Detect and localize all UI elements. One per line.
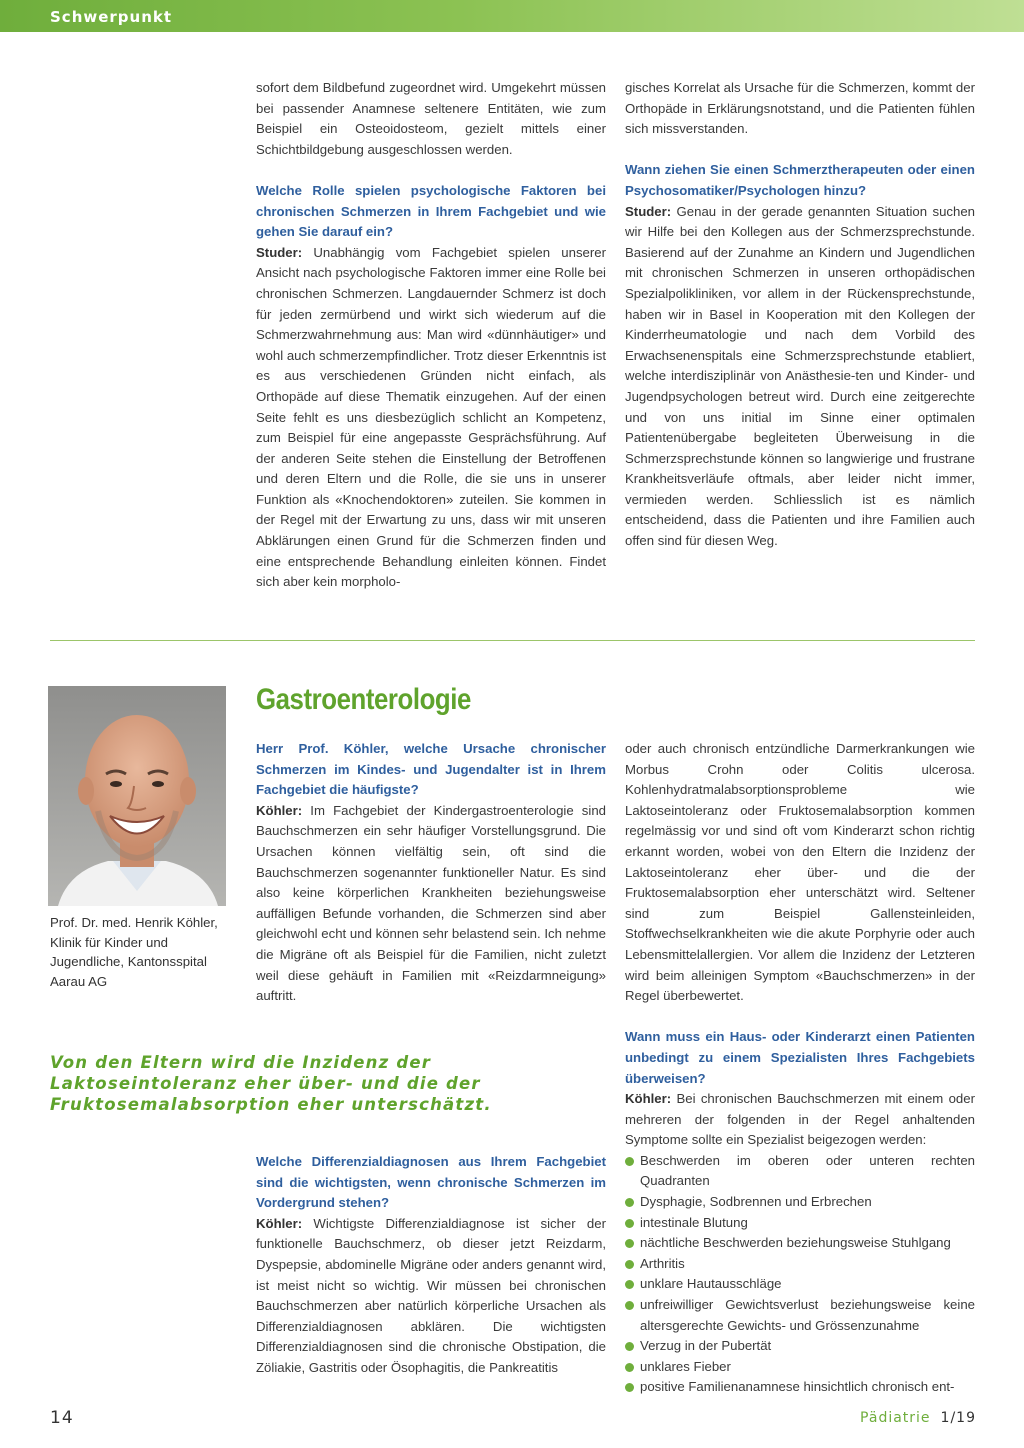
list-item: unklare Hautausschläge	[625, 1274, 975, 1295]
section-header-bar	[0, 0, 1024, 32]
interview-question: Wann muss ein Haus- oder Kinderarzt einen Patienten unbedingt zu einem Spezialisten Ihres Fachgebiets überweisen?	[625, 1029, 975, 1086]
interview-answer	[625, 202, 975, 552]
bullet-icon	[625, 1301, 634, 1310]
interview-question: Welche Differenzialdiagnosen aus Ihrem Fachgebiet sind die wichtigsten, wenn chronische Schmerzen im Vordergrund stehen?	[256, 1154, 606, 1211]
page-number: 14	[50, 1408, 74, 1428]
list-item: intestinale Blutung	[625, 1213, 975, 1234]
bullet-icon	[625, 1198, 634, 1207]
speaker-label: Studer:	[256, 244, 303, 260]
speaker-label: Studer:	[625, 203, 672, 219]
section-label: Schwerpunkt	[50, 8, 173, 26]
bullet-icon	[625, 1219, 634, 1228]
portrait-caption: Prof. Dr. med. Henrik Köhler, Klinik für Kinder und Jugendliche, Kantonsspital Aarau AG	[50, 915, 218, 989]
interview-answer	[256, 1214, 606, 1379]
speaker-label: Köhler:	[256, 1215, 303, 1231]
list-item: Beschwerden im oberen oder unteren rechten Quadranten	[625, 1151, 975, 1192]
bullet-icon	[625, 1239, 634, 1248]
interview-answer	[625, 1089, 975, 1151]
bullet-icon	[625, 1260, 634, 1269]
pull-quote: Von den Eltern wird die Inzidenz der Laktoseintoleranz eher über- und die der Fruktosemalabsorption eher unterschätzt.	[50, 1053, 492, 1114]
speaker-label: Köhler:	[625, 1091, 672, 1107]
bullet-icon	[625, 1342, 634, 1351]
interview-question: Herr Prof. Köhler, welche Ursache chronischer Schmerzen im Kindes- und Jugendalter ist in Ihrem Fachgebiet die häufigste?	[256, 741, 606, 798]
section-divider	[50, 640, 975, 641]
top-column-2	[625, 78, 975, 552]
gastro-column-2	[625, 739, 975, 1398]
bullet-icon	[625, 1157, 634, 1166]
answer-text: Wichtigste Differenzialdiagnose ist sicher der funktionelle Bauchschmerz, ob dieser jetzt Reizdarm, Dyspepsie, abdominelle Migräne oder anders genannt wird, ist meist nicht so wichtig. Wir müssen bei chronischen Bauchschmerzen aber natürlich körperliche Ursachen als Differenzialdiagnosen abklären. Die wichtigsten Differenzialdiagnosen sind die chronische Obstipation, die Zöliakie, Gastritis oder Ösophagitis, die Pankreatitis	[256, 1215, 606, 1375]
section-title: Gastroenterologie	[256, 683, 471, 716]
answer-text: Im Fachgebiet der Kindergastroenterologie sind Bauchschmerzen ein sehr häufiger Vorstellungsgrund. Die Ursachen können vielfältig sein, oft sind die Bauchschmerzen sogenannter funktioneller Natur. Es sind also keine körperlichen Krankheiten beziehungsweise auffälligen Befunde vorhanden, die Schmerzen sind aber gleichwohl echt und können sehr belastend sein. Ich nehme die Migräne oft als Beispiel für die Familien, nicht zuletzt weil diese gehäuft in Familien mit «Reizdarmneigung» auftritt.	[256, 802, 606, 1004]
gastro-column-1-lower	[256, 1152, 606, 1379]
interview-question: Welche Rolle spielen psychologische Faktoren bei chronischen Schmerzen in Ihrem Fachgebiet und wie gehen Sie darauf ein?	[256, 182, 606, 240]
paragraph: gisches Korrelat als Ursache für die Schmerzen, kommt der Orthopäde in Erklärungsnotstand, und die Patienten fühlen sich missverstanden.	[625, 80, 975, 137]
bullet-icon	[625, 1383, 634, 1392]
top-column-1	[256, 78, 606, 593]
speaker-label: Köhler:	[256, 802, 303, 818]
bullet-icon	[625, 1363, 634, 1372]
bullet-icon	[625, 1280, 634, 1289]
list-item: Arthritis	[625, 1254, 975, 1275]
footer-journal	[860, 1410, 976, 1426]
list-item: unfreiwilliger Gewichtsverlust beziehungsweise keine altersgerechte Gewichts- und Grössenzunahme	[625, 1295, 975, 1336]
list-item: Dysphagie, Sodbrennen und Erbrechen	[625, 1192, 975, 1213]
interview-question: Wann ziehen Sie einen Schmerztherapeuten oder einen Psychosomatiker/Psychologen hinzu?	[625, 162, 975, 198]
interview-answer	[256, 243, 606, 593]
magazine-name: Pädiatrie	[860, 1410, 931, 1426]
list-item: unklares Fieber	[625, 1357, 975, 1378]
gastro-column-1	[256, 739, 606, 1007]
list-item: nächtliche Beschwerden beziehungsweise Stuhlgang	[625, 1233, 975, 1254]
answer-text: Unabhängig vom Fachgebiet spielen unserer Ansicht nach psychologische Faktoren immer eine Rolle bei chronischen Schmerzen. Langdauernder Schmerz ist doch für jeden zermürbend und wirkt sich wiederum auf die Schmerzwahrnehmung aus: Man wird «dünnhäutiger» und wohl auch schmerzempfindlicher. Trotz dieser Erkenntnis ist es aus verschiedenen Gründen nicht einfach, als Orthopäde auf diese Thematik einzugehen. Auf der einen Seite fehlt es uns diesbezüglich schlicht an Kompetenz, zum Beispiel für eine angepasste Gesprächsführung. Auf der anderen Seite stehen die Einstellung der Betroffenen und deren Eltern und die Rolle, die sie uns in unserer Funktion als «Knochendoktoren» zuteilen. Sie kommen in der Regel mit der Erwartung zu uns, dass wir mit unseren Abklärungen einen Grund für die Schmerzen finden und eine entsprechende Behandlung einleiten können. Findet sich aber kein morpholo-	[256, 244, 606, 590]
paragraph: oder auch chronisch entzündliche Darmerkrankungen wie Morbus Crohn oder Colitis ulcerosa. Kohlenhydratmalabsorptionsprobleme wie Laktoseintoleranz oder Fruktosemalabsorption kommen regelmässig vor und sind oft vom Kinderarzt schon richtig erkannt worden, wobei von den Eltern die Inzidenz der Laktoseintoleranz eher über- und die der Fruktosemalabsorption eher unterschätzt wird. Seltener sind zum Beispiel Gallensteinleiden, Stoffwechselkrankheiten wie die akute Porphyrie oder auch Lebensmittelallergien. Vor allem die Inzidenz der Letzteren wird beim alleinigen Symptom «Bauchschmerzen» in der Regel überbewertet.	[625, 741, 975, 1004]
paragraph: sofort dem Bildbefund zugeordnet wird. Umgekehrt müssen bei passender Anamnese seltenere Entitäten, wie zum Beispiel ein Osteoidosteom, gezielt mittels einer Schichtbildgebung ausgeschlossen werden.	[256, 80, 606, 157]
portrait-photo	[48, 686, 226, 906]
list-item: Verzug in der Pubertät	[625, 1336, 975, 1357]
list-item: positive Familienanamnese hinsichtlich chronisch ent-	[625, 1377, 975, 1398]
interview-answer	[256, 801, 606, 1007]
symptom-list	[625, 1151, 975, 1398]
answer-text: Bei chronischen Bauchschmerzen mit einem oder mehreren der folgenden in der Regel anhaltenden Symptome sollte ein Spezialist beigezogen werden:	[625, 1091, 975, 1148]
issue-number: 1/19	[940, 1410, 976, 1426]
answer-text: Genau in der gerade genannten Situation suchen wir Hilfe bei den Kollegen aus der Schmerzsprechstunde. Basierend auf der Zunahme an Kindern und Jugendlichen mit chronischen Schmerzen in unseren orthopädischen Spezialpolikliniken, vor allem in der Rückensprechstunde, haben wir in Basel in Kooperation mit den Kollegen der Kinderrheumatologie und nach dem Vorbild des Erwachsenenspitals eine Schmerzsprechstunde etabliert, welche interdisziplinär von Anästhesie-ten und Kinder- und Jugendpsychologen betreut wird. Durch eine zeitgerechte und von uns initial im Sinne einer optimalen Patientenübergabe begleiteten Überweisung in die Schmerzsprechstunde können so langwierige und frustrane Krankheitsverläufe oftmals, aber leider nicht immer, vermieden werden. Schliesslich ist es nämlich entscheidend, dass die Patienten und ihre Familien auch offen sind für diesen Weg.	[625, 203, 975, 549]
